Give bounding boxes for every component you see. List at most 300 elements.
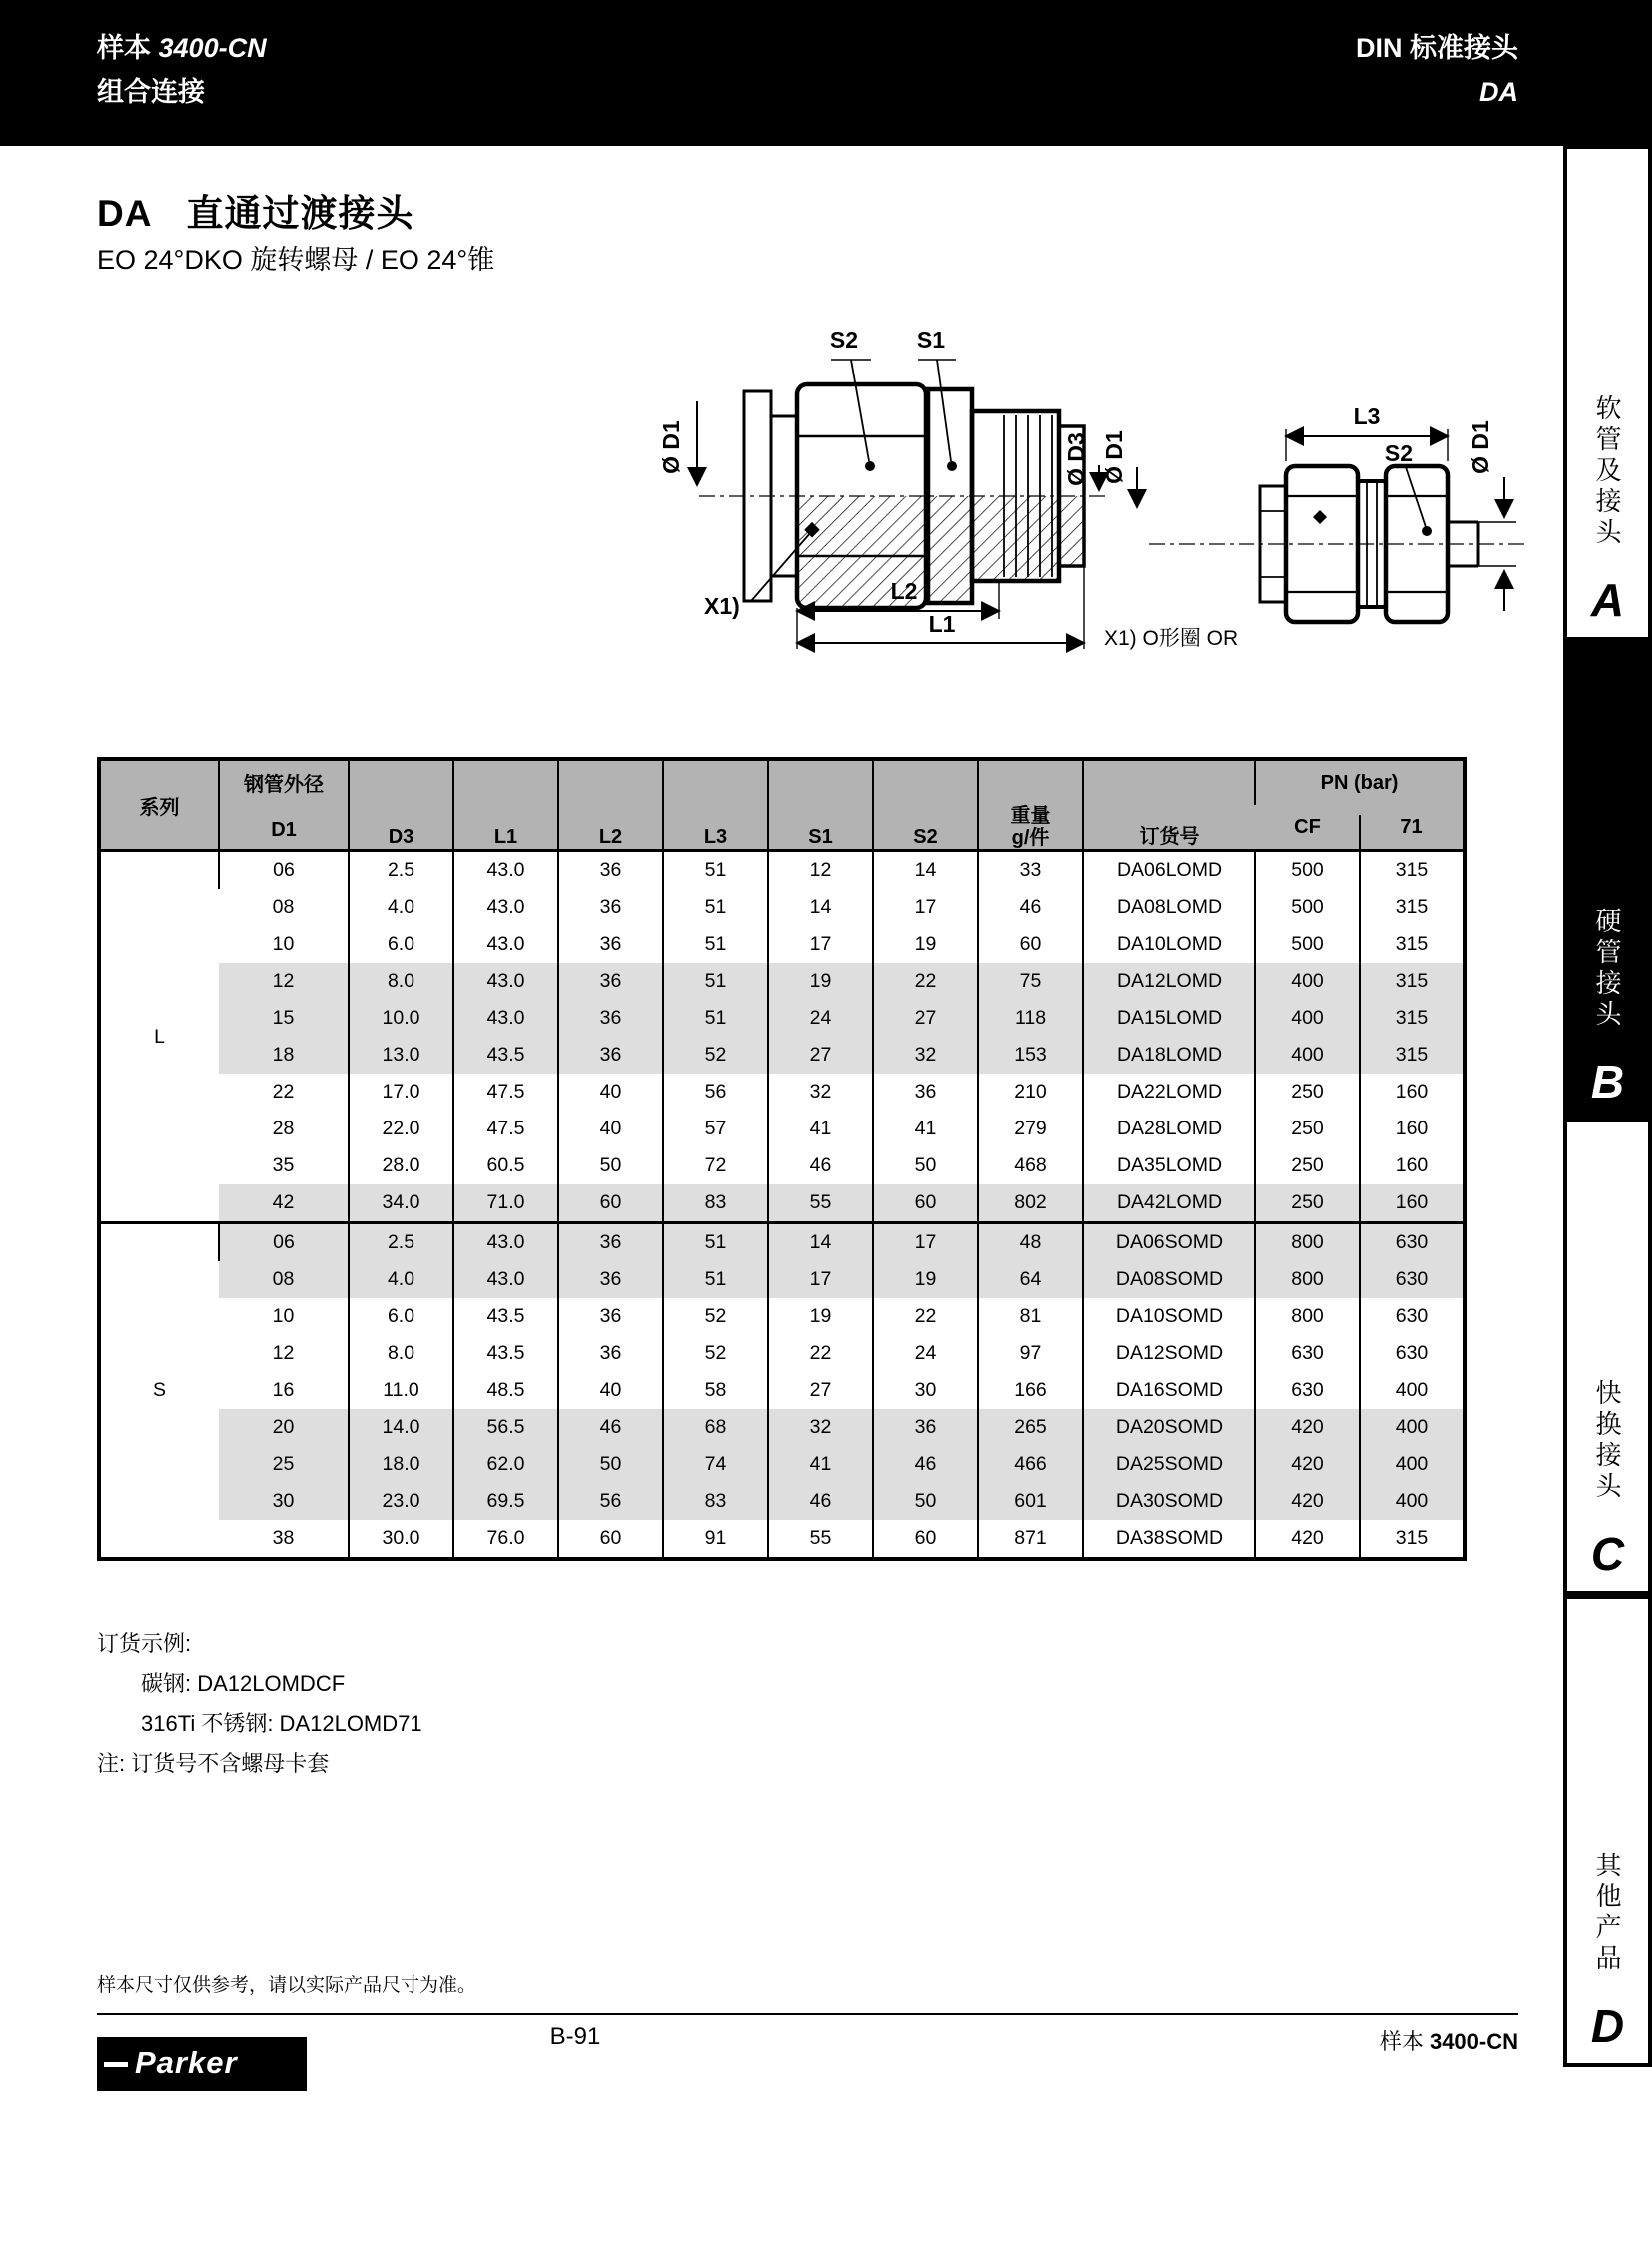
cell-l2: 36 [558, 1000, 663, 1037]
cell-s1: 41 [768, 1446, 873, 1483]
cell-pn-71: 160 [1360, 1147, 1465, 1184]
cell-weight: 81 [978, 1298, 1083, 1335]
cell-s1: 27 [768, 1037, 873, 1074]
cell-pn-cf: 630 [1255, 1335, 1360, 1372]
cell-d3: 18.0 [349, 1446, 453, 1483]
cell-l2: 36 [558, 963, 663, 1000]
cell-weight: 279 [978, 1111, 1083, 1147]
cell-s2: 19 [873, 926, 978, 963]
cell-l1: 60.5 [453, 1147, 558, 1184]
dim-label-d3: Ø D3 [1063, 432, 1089, 486]
section-tab-a-letter: A [1590, 574, 1625, 626]
section-tab-c-letter: C [1590, 1528, 1625, 1580]
cell-pn-71: 315 [1360, 963, 1465, 1000]
cell-l3: 51 [663, 1223, 768, 1262]
cell-pn-71: 630 [1360, 1223, 1465, 1262]
cell-l1: 43.0 [453, 889, 558, 926]
footer-catalog: 样本 3400-CN [1379, 2029, 1518, 2054]
cell-pn-cf: 500 [1255, 889, 1360, 926]
cell-l2: 36 [558, 1223, 663, 1262]
cell-pn-71: 630 [1360, 1298, 1465, 1335]
cell-d3: 23.0 [349, 1483, 453, 1520]
cell-d1: 15 [219, 1000, 349, 1037]
cell-l1: 43.0 [453, 926, 558, 963]
table-row [99, 1074, 1465, 1111]
cell-pn-71: 400 [1360, 1446, 1465, 1483]
footer-page-number: B-91 [549, 2023, 601, 2050]
cell-pn-cf: 420 [1255, 1446, 1360, 1483]
table-row [99, 1409, 1465, 1446]
cell-s1: 22 [768, 1335, 873, 1372]
section-tab-d-letter: D [1590, 2000, 1625, 2052]
cell-d1: 06 [219, 851, 349, 890]
cell-d1: 35 [272, 1154, 295, 1176]
cell-d3: 4.0 [349, 889, 453, 926]
cell-l1: 71.0 [453, 1184, 558, 1223]
cell-s2: 36 [873, 1074, 978, 1111]
cell-order-no: DA38SOMD [1083, 1520, 1255, 1559]
cell-s1: 14 [768, 1223, 873, 1262]
orientation-mark [1313, 510, 1327, 524]
cell-l1: 43.5 [453, 1335, 558, 1372]
cell-l3: 52 [663, 1037, 768, 1074]
cell-order-no: DA18LOMD [1083, 1037, 1255, 1074]
cell-l3: 52 [663, 1335, 768, 1372]
cell-l1: 43.5 [453, 1037, 558, 1074]
cell-order-no: DA25SOMD [1083, 1446, 1255, 1483]
dim-label-l1: L1 [928, 611, 956, 637]
cell-l1: 43.0 [453, 963, 558, 1000]
section-tab-d-label: 其他产品 [1592, 1852, 1622, 1975]
col-header-d3: D3 [349, 759, 453, 851]
notes-remark: 注: 订货号不含螺母卡套 [97, 1751, 330, 1776]
page-subtitle: EO 24°DKO 旋转螺母 / EO 24°锥 [97, 245, 495, 275]
cell-d3: 11.0 [349, 1372, 453, 1409]
cell-pn-cf: 500 [1255, 851, 1360, 890]
cell-l2: 40 [558, 1111, 663, 1147]
cell-s1: 17 [768, 926, 873, 963]
cell-d3: 8.0 [349, 1335, 453, 1372]
dim-label-l2: L2 [890, 578, 918, 604]
cell-weight: 118 [978, 1000, 1083, 1037]
dim-label-x1: X1) [704, 593, 740, 619]
col-header-series: 系列 [99, 759, 219, 851]
col-header-tube-od: 钢管外径 [244, 774, 324, 796]
header-series-code: DA [1479, 77, 1518, 107]
cell-s2: 36 [873, 1409, 978, 1446]
cell-l3: 72 [663, 1147, 768, 1184]
cell-order-no: DA35LOMD [1083, 1147, 1255, 1184]
cell-order-no: DA22LOMD [1083, 1074, 1255, 1111]
cell-pn-71: 315 [1360, 1000, 1465, 1037]
cell-order-no: DA08SOMD [1083, 1261, 1255, 1298]
cell-d3: 14.0 [349, 1409, 453, 1446]
cell-order-no: DA30SOMD [1083, 1483, 1255, 1520]
page-title [97, 183, 413, 237]
cell-order-no: DA20SOMD [1083, 1409, 1255, 1446]
cell-s2: 30 [873, 1372, 978, 1409]
cell-s1: 19 [768, 1298, 873, 1335]
cell-order-no: DA06LOMD [1083, 851, 1255, 890]
cell-d1: 18 [219, 1037, 349, 1074]
cell-weight: 46 [978, 889, 1083, 926]
cell-d1: 25 [219, 1446, 349, 1483]
cell-order-no: DA12SOMD [1083, 1335, 1255, 1372]
section-hatch [797, 496, 1084, 608]
technical-drawing [459, 290, 1528, 669]
cell-l1: 43.0 [453, 1261, 558, 1298]
cell-s1: 32 [768, 1409, 873, 1446]
cell-pn-71: 160 [1360, 1074, 1465, 1111]
dim-label-s1: S1 [916, 327, 946, 353]
cell-weight: 210 [978, 1074, 1083, 1111]
cell-pn-71: 400 [1360, 1409, 1465, 1446]
cell-s1: 46 [768, 1147, 873, 1184]
cell-pn-71: 400 [1360, 1372, 1465, 1409]
cell-s1: 24 [768, 1000, 873, 1037]
col-header-71: 71 [1360, 805, 1465, 851]
cell-l2: 40 [558, 1372, 663, 1409]
table-row [99, 1298, 1465, 1335]
cell-pn-cf: 630 [1255, 1372, 1360, 1409]
table-row [99, 889, 1465, 926]
cell-l3: 68 [663, 1409, 768, 1446]
cell-d1: 22 [272, 1081, 295, 1103]
cell-l3: 56 [663, 1074, 768, 1111]
cell-d3: 2.5 [349, 1223, 453, 1262]
header-standard: DIN 标准接头 [1356, 33, 1518, 63]
cell-l2: 46 [558, 1409, 663, 1446]
cell-d1: 10 [272, 933, 295, 955]
table-row [99, 1223, 1465, 1262]
series-cell: S [99, 1223, 219, 1560]
cell-pn-cf: 420 [1255, 1520, 1360, 1559]
cell-pn-71: 630 [1360, 1335, 1465, 1372]
cell-s2: 17 [873, 1223, 978, 1262]
cell-l3: 91 [663, 1520, 768, 1559]
cell-l2: 60 [558, 1520, 663, 1559]
cell-s2: 17 [873, 889, 978, 926]
cell-l3: 83 [663, 1184, 768, 1223]
cell-l1: 69.5 [453, 1483, 558, 1520]
cell-d3: 30.0 [349, 1520, 453, 1559]
cell-l1: 47.5 [453, 1074, 558, 1111]
cell-d1: 08 [272, 896, 295, 918]
notes-heading: 订货示例: [97, 1631, 192, 1656]
cell-l2: 56 [558, 1483, 663, 1520]
cell-pn-71: 630 [1360, 1261, 1465, 1298]
cell-pn-cf: 400 [1255, 1037, 1360, 1074]
spec-table [97, 757, 1467, 1561]
cell-l1: 76.0 [453, 1520, 558, 1559]
cell-weight: 97 [978, 1335, 1083, 1372]
footer-rule [97, 2013, 1518, 2015]
cell-l2: 50 [558, 1147, 663, 1184]
cell-l2: 36 [558, 1037, 663, 1074]
cell-weight: 802 [978, 1184, 1083, 1223]
col-header-cf: CF [1255, 805, 1360, 851]
cell-d3: 13.0 [349, 1037, 453, 1074]
dim-label-s2-left: S2 [829, 327, 859, 353]
cell-pn-cf: 250 [1255, 1111, 1360, 1147]
cell-l3: 51 [663, 851, 768, 890]
table-row [99, 1483, 1465, 1520]
cell-weight: 60 [978, 926, 1083, 963]
col-header-s1: S1 [768, 759, 873, 851]
cell-d1: 12 [219, 963, 349, 1000]
table-row [99, 851, 1465, 890]
cell-s1: 55 [768, 1184, 873, 1223]
section-tab-a-label: 软管及接头 [1592, 394, 1622, 549]
cell-s2: 46 [873, 1446, 978, 1483]
cell-l1: 43.0 [453, 851, 558, 890]
cell-l2: 60 [558, 1184, 663, 1223]
cell-pn-cf: 800 [1255, 1298, 1360, 1335]
cell-l1: 43.0 [453, 1000, 558, 1037]
table-row [99, 1000, 1465, 1037]
cell-d3: 28.0 [349, 1147, 453, 1184]
dim-label-l3: L3 [1353, 403, 1381, 429]
cell-d1: 12 [272, 1342, 295, 1364]
cell-s1: 55 [768, 1520, 873, 1559]
cell-weight: 466 [978, 1446, 1083, 1483]
cell-d3: 10.0 [349, 1000, 453, 1037]
cell-l2: 36 [558, 1261, 663, 1298]
col-header-weight: 重量 g/件 [978, 759, 1083, 851]
dim-label-d1-left: Ø D1 [658, 420, 684, 474]
cell-s2: 24 [873, 1335, 978, 1372]
cell-d3: 4.0 [349, 1261, 453, 1298]
cell-pn-71: 315 [1360, 851, 1465, 890]
cell-l3: 51 [663, 889, 768, 926]
cell-l3: 51 [663, 1000, 768, 1037]
section-tab-d [1563, 1595, 1652, 2067]
cell-l2: 36 [558, 926, 663, 963]
cell-l2: 36 [558, 889, 663, 926]
cell-l1: 43.0 [453, 1223, 558, 1262]
cell-s1: 14 [768, 889, 873, 926]
cell-d3: 2.5 [349, 851, 453, 890]
col-header-l2: L2 [558, 759, 663, 851]
cell-l1: 62.0 [453, 1446, 558, 1483]
cell-s2: 14 [873, 851, 978, 890]
cell-pn-cf: 800 [1255, 1261, 1360, 1298]
parker-logo [97, 2037, 307, 2091]
cell-pn-71: 315 [1360, 1520, 1465, 1559]
table-row [99, 1446, 1465, 1483]
dim-label-d1-right: Ø D1 [1467, 420, 1493, 474]
dim-label-s2-right: S2 [1384, 440, 1414, 466]
cell-s2: 60 [873, 1520, 978, 1559]
cell-l1: 56.5 [453, 1409, 558, 1446]
cell-s1: 12 [768, 851, 873, 890]
cell-weight: 64 [978, 1261, 1083, 1298]
cell-d1: 42 [219, 1184, 349, 1223]
cell-l2: 36 [558, 851, 663, 890]
section-tab-c-label: 快换接头 [1592, 1379, 1622, 1503]
cell-d1: 10 [272, 1305, 295, 1327]
cell-s1: 46 [768, 1483, 873, 1520]
table-row [99, 1520, 1465, 1559]
cell-d1: 20 [219, 1409, 349, 1446]
title-code: DA [97, 193, 153, 234]
cell-s2: 19 [873, 1261, 978, 1298]
cell-s2: 60 [873, 1184, 978, 1223]
cell-s2: 41 [873, 1111, 978, 1147]
cell-s1: 41 [768, 1111, 873, 1147]
cell-s1: 32 [768, 1074, 873, 1111]
cell-s2: 32 [873, 1037, 978, 1074]
cell-l1: 43.5 [453, 1298, 558, 1335]
cell-pn-cf: 800 [1255, 1223, 1360, 1262]
title-name: 直通过渡接头 [186, 193, 414, 234]
cell-l3: 51 [663, 926, 768, 963]
col-header-order-no: 订货号 [1083, 759, 1255, 851]
col-header-d1: 钢管外径 D1 [219, 759, 349, 851]
notes-carbon-steel: 碳钢: DA12LOMDCF [141, 1671, 346, 1696]
table-row [99, 963, 1465, 1000]
cell-order-no: DA08LOMD [1083, 889, 1255, 926]
cell-pn-71: 315 [1360, 889, 1465, 926]
cell-pn-71: 400 [1360, 1483, 1465, 1520]
cell-weight: 265 [978, 1409, 1083, 1446]
dim-label-d1-mid: Ø D1 [1101, 430, 1127, 484]
section-tab-a [1563, 145, 1652, 641]
cell-pn-cf: 420 [1255, 1483, 1360, 1520]
cell-d3: 17.0 [349, 1074, 453, 1111]
cell-weight: 75 [978, 963, 1083, 1000]
table-row [99, 926, 1465, 963]
header-right [1356, 26, 1518, 114]
leader-dot-s2-right [1422, 526, 1432, 536]
oring-caption: X1) O形圈 OR [1104, 627, 1239, 650]
table-row [99, 1184, 1465, 1223]
footer-disclaimer: 样本尺寸仅供参考，请以实际产品尺寸为准。 [97, 1975, 477, 1996]
cell-order-no: DA12LOMD [1083, 963, 1255, 1000]
section-tab-b-letter: B [1590, 1056, 1625, 1108]
cell-weight: 153 [978, 1037, 1083, 1074]
cell-pn-71: 315 [1360, 1037, 1465, 1074]
cell-order-no: DA06SOMD [1083, 1223, 1255, 1262]
cell-d3: 34.0 [349, 1184, 453, 1223]
col-header-l3: L3 [663, 759, 768, 851]
cell-l3: 52 [663, 1298, 768, 1335]
cell-pn-cf: 250 [1255, 1074, 1360, 1111]
cell-d1: 06 [219, 1223, 349, 1262]
table-row [99, 1372, 1465, 1409]
cell-pn-71: 315 [1360, 926, 1465, 963]
cell-weight: 468 [978, 1147, 1083, 1184]
cell-weight: 48 [978, 1223, 1083, 1262]
cell-d1: 08 [219, 1261, 349, 1298]
header-left [97, 26, 267, 114]
notes-stainless: 316Ti 不锈钢: DA12LOMD71 [141, 1711, 422, 1736]
leader-dot-s1 [947, 461, 957, 471]
cell-s1: 17 [768, 1261, 873, 1298]
cell-pn-71: 160 [1360, 1184, 1465, 1223]
cell-l1: 47.5 [453, 1111, 558, 1147]
cell-pn-cf: 500 [1255, 926, 1360, 963]
cell-weight: 871 [978, 1520, 1083, 1559]
cell-d3: 6.0 [349, 926, 453, 963]
cell-l3: 57 [663, 1111, 768, 1147]
parker-logo-text: Parker [135, 2045, 238, 2080]
cell-pn-cf: 250 [1255, 1147, 1360, 1184]
cell-l3: 51 [663, 963, 768, 1000]
cell-d3: 8.0 [349, 963, 453, 1000]
cell-order-no: DA10SOMD [1083, 1298, 1255, 1335]
cell-pn-cf: 250 [1255, 1184, 1360, 1223]
table-row [99, 1335, 1465, 1372]
table-row [99, 1111, 1465, 1147]
cell-pn-71: 160 [1360, 1111, 1465, 1147]
cell-l3: 51 [663, 1261, 768, 1298]
cell-order-no: DA10LOMD [1083, 926, 1255, 963]
cell-weight: 166 [978, 1372, 1083, 1409]
cell-l2: 36 [558, 1335, 663, 1372]
cell-s1: 27 [768, 1372, 873, 1409]
cell-order-no: DA28LOMD [1083, 1111, 1255, 1147]
cell-l3: 58 [663, 1372, 768, 1409]
cell-d1: 28 [272, 1118, 295, 1139]
col-header-pn: PN (bar) [1255, 759, 1465, 805]
table-row [99, 1037, 1465, 1074]
cell-order-no: DA42LOMD [1083, 1184, 1255, 1223]
cell-order-no: DA15LOMD [1083, 1000, 1255, 1037]
cell-s2: 22 [873, 1298, 978, 1335]
cell-s2: 22 [873, 963, 978, 1000]
header-catalog: 样本 3400-CN [97, 33, 267, 63]
section-tab-c [1563, 1119, 1652, 1595]
cell-weight: 33 [978, 851, 1083, 890]
leader-dot-s2 [865, 461, 875, 471]
cell-l2: 40 [558, 1074, 663, 1111]
series-cell: L [99, 851, 219, 1223]
cell-l2: 36 [558, 1298, 663, 1335]
cell-l3: 74 [663, 1446, 768, 1483]
cell-d1: 38 [272, 1527, 295, 1549]
cell-d1: 30 [219, 1483, 349, 1520]
table-row [99, 1147, 1465, 1184]
header-section: 组合连接 [97, 77, 205, 107]
col-header-s2: S2 [873, 759, 978, 851]
cell-s2: 27 [873, 1000, 978, 1037]
spec-table-body [99, 851, 1465, 1560]
cell-s2: 50 [873, 1483, 978, 1520]
section-tab-b [1563, 641, 1652, 1119]
cell-d3: 22.0 [349, 1111, 453, 1147]
col-header-l1: L1 [453, 759, 558, 851]
table-row [99, 1261, 1465, 1298]
cell-d3: 6.0 [349, 1298, 453, 1335]
cell-s1: 19 [768, 963, 873, 1000]
ordering-notes [97, 1624, 422, 1784]
leader-s1 [937, 360, 951, 461]
section-tab-b-label: 硬管接头 [1592, 907, 1622, 1031]
cell-l1: 48.5 [453, 1372, 558, 1409]
cell-l3: 83 [663, 1483, 768, 1520]
cell-d1: 16 [272, 1379, 295, 1401]
cell-pn-cf: 400 [1255, 1000, 1360, 1037]
cell-l2: 50 [558, 1446, 663, 1483]
cell-order-no: DA16SOMD [1083, 1372, 1255, 1409]
cell-pn-cf: 420 [1255, 1409, 1360, 1446]
header-bar [0, 0, 1652, 146]
leader-s2 [851, 360, 869, 461]
cell-pn-cf: 400 [1255, 963, 1360, 1000]
cell-s2: 50 [873, 1147, 978, 1184]
cell-weight: 601 [978, 1483, 1083, 1520]
